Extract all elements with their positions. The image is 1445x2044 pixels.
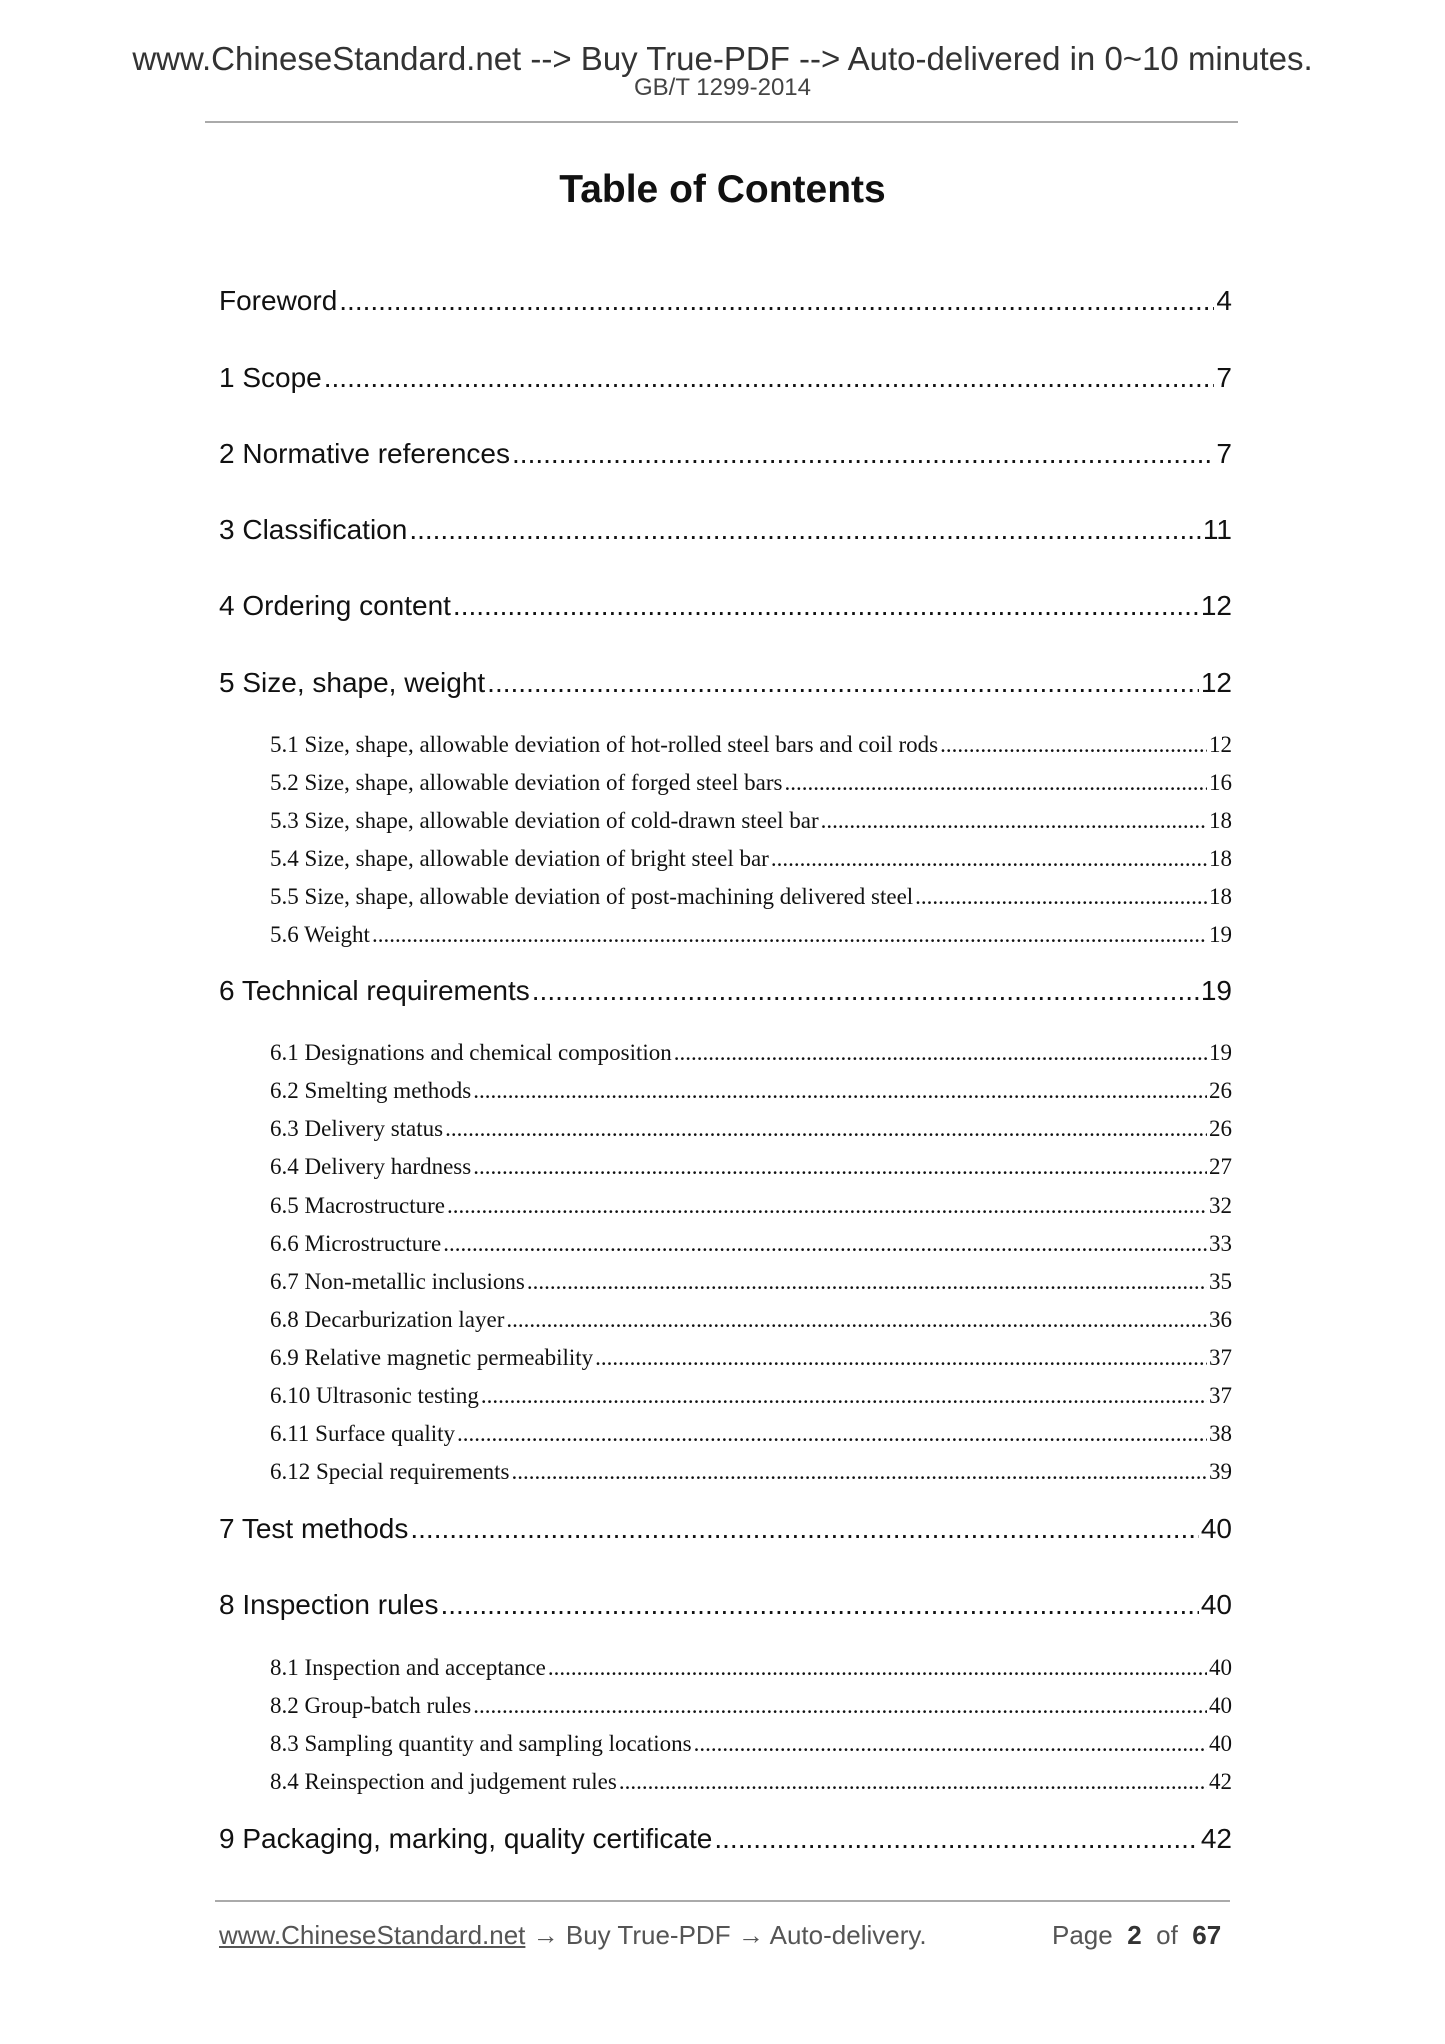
toc-subsection-entry[interactable] (270, 1731, 1232, 1761)
toc-subsection-entry[interactable] (270, 884, 1232, 914)
toc-entry-label: 5.3 Size, shape, allowable deviation of cold-drawn steel bar (270, 808, 819, 833)
toc-subsection-entry[interactable] (270, 1307, 1232, 1337)
dot-leader (771, 846, 1207, 872)
toc-entry-page: 37 (1209, 1383, 1232, 1408)
toc-entry-page: 18 (1209, 884, 1232, 909)
footer-delivery-text: Auto-delivery. (769, 1920, 927, 1950)
toc-entry-page: 19 (1209, 1040, 1232, 1065)
toc-entry-label: 8.4 Reinspection and judgement rules (270, 1769, 617, 1794)
toc-subsection-entry[interactable] (270, 1655, 1232, 1685)
toc-entry-page: 40 (1200, 1513, 1232, 1544)
toc-entry-page: 26 (1209, 1116, 1232, 1141)
toc-entry-page: 40 (1209, 1693, 1232, 1718)
toc-section-entry[interactable] (219, 975, 1232, 1015)
toc-entry-label: 6.5 Macrostructure (270, 1193, 445, 1218)
toc-entry-page: 4 (1216, 285, 1232, 316)
toc-entry-label: 6 Technical requirements (219, 975, 530, 1006)
toc-entry-page: 42 (1209, 1769, 1232, 1794)
page-title: Table of Contents (559, 168, 886, 211)
arrow-icon: → (737, 1920, 764, 1950)
toc-section-entry[interactable] (219, 590, 1232, 630)
toc-subsection-entry[interactable] (270, 922, 1232, 952)
toc-entry-label: 6.1 Designations and chemical composition (270, 1040, 672, 1065)
toc-entry-page: 26 (1209, 1078, 1232, 1103)
toc-entry-label: 3 Classification (219, 514, 408, 545)
toc-subsection-entry[interactable] (270, 808, 1232, 838)
document-code: GB/T 1299-2014 (633, 74, 811, 101)
dot-leader (506, 1307, 1207, 1333)
toc-entry-label: 5.4 Size, shape, allowable deviation of bright steel bar (270, 846, 769, 871)
toc-entry-page: 40 (1200, 1589, 1232, 1620)
header-divider (205, 121, 1238, 123)
toc-entry-page: 38 (1209, 1421, 1232, 1446)
footer-buy-text: Buy True-PDF (565, 1920, 731, 1950)
current-page-number: 2 (1127, 1920, 1142, 1950)
toc-subsection-entry[interactable] (270, 1345, 1232, 1375)
toc-entry-page: 7 (1216, 362, 1232, 393)
toc-subsection-entry[interactable] (270, 846, 1232, 876)
toc-subsection-entry[interactable] (270, 1078, 1232, 1108)
toc-entry-page: 7 (1216, 438, 1232, 469)
toc-subsection-entry[interactable] (270, 1193, 1232, 1223)
toc-entry-label: 6.12 Special requirements (270, 1459, 510, 1484)
dot-leader (473, 1693, 1207, 1719)
dot-leader (447, 1193, 1207, 1219)
toc-subsection-entry[interactable] (270, 1116, 1232, 1146)
header-banner: www.ChineseStandard.net --> Buy True-PDF --> Auto-delivered in 0~10 minutes. (132, 40, 1313, 77)
toc-entry-page: 36 (1209, 1307, 1232, 1332)
toc-subsection-entry[interactable] (270, 1769, 1232, 1799)
dot-leader (674, 1040, 1207, 1066)
page-word: Page (1052, 1920, 1113, 1950)
dot-leader (473, 1154, 1207, 1180)
toc-entry-page: 40 (1209, 1731, 1232, 1756)
toc-entry-page: 18 (1209, 808, 1232, 833)
toc-subsection-entry[interactable] (270, 1154, 1232, 1184)
toc-entry-label: 9 Packaging, marking, quality certificate (219, 1823, 713, 1854)
dot-leader (487, 667, 1199, 699)
toc-section-entry[interactable] (219, 1589, 1232, 1629)
toc-section-entry[interactable] (219, 438, 1232, 478)
dot-leader (619, 1769, 1207, 1795)
footer-site-link[interactable]: www.ChineseStandard.net (219, 1920, 526, 1950)
dot-leader (595, 1345, 1207, 1371)
toc-entry-page: 39 (1209, 1459, 1232, 1484)
arrow-icon: → (532, 1920, 559, 1950)
dot-leader (512, 1459, 1207, 1485)
toc-entry-page: 12 (1209, 732, 1232, 757)
toc-entry-label: 6.6 Microstructure (270, 1231, 442, 1256)
dot-leader (481, 1383, 1207, 1409)
dot-leader (473, 1078, 1207, 1104)
toc-entry-label: 5.1 Size, shape, allowable deviation of hot-rolled steel bars and coil rods (270, 732, 939, 757)
toc-entry-label: 8 Inspection rules (219, 1589, 439, 1620)
toc-entry-label: 2 Normative references (219, 438, 511, 469)
toc-entry-label: 6.4 Delivery hardness (270, 1154, 472, 1179)
of-word: of (1156, 1920, 1178, 1950)
dot-leader (453, 590, 1199, 622)
toc-entry-page: 42 (1200, 1823, 1232, 1854)
toc-entry-label: 6.10 Ultrasonic testing (270, 1383, 479, 1408)
dot-leader (457, 1421, 1207, 1447)
toc-section-entry[interactable] (219, 285, 1232, 325)
dot-leader (512, 438, 1214, 470)
dot-leader (440, 1589, 1198, 1621)
toc-entry-page: 12 (1200, 590, 1232, 621)
toc-subsection-entry[interactable] (270, 1421, 1232, 1451)
dot-leader (940, 732, 1207, 758)
toc-section-entry[interactable] (219, 514, 1232, 554)
toc-entry-label: 5.2 Size, shape, allowable deviation of forged steel bars (270, 770, 783, 795)
toc-entry-label: 6.8 Decarburization layer (270, 1307, 505, 1332)
toc-entry-label: Foreword (219, 285, 338, 316)
dot-leader (372, 922, 1207, 948)
toc-entry-label: 6.11 Surface quality (270, 1421, 456, 1446)
toc-entry-label: 5 Size, shape, weight (219, 667, 486, 698)
dot-leader (694, 1731, 1207, 1757)
toc-entry-label: 6.9 Relative magnetic permeability (270, 1345, 594, 1370)
dot-leader (324, 362, 1215, 394)
toc-section-entry[interactable] (219, 362, 1232, 402)
dot-leader (409, 514, 1201, 546)
toc-entry-label: 8.2 Group-batch rules (270, 1693, 472, 1718)
dot-leader (784, 770, 1207, 796)
dot-leader (527, 1269, 1207, 1295)
toc-subsection-entry[interactable] (270, 1040, 1232, 1070)
dot-leader (915, 884, 1207, 910)
page-indicator (1052, 1920, 1221, 1951)
dot-leader (714, 1823, 1198, 1855)
toc-entry-label: 5.5 Size, shape, allowable deviation of post-machining delivered steel (270, 884, 914, 909)
toc-entry-page: 35 (1209, 1269, 1232, 1294)
toc-section-entry[interactable] (219, 1823, 1232, 1863)
toc-subsection-entry[interactable] (270, 1383, 1232, 1413)
toc-entry-label: 7 Test methods (219, 1513, 409, 1544)
toc-entry-page: 18 (1209, 846, 1232, 871)
toc-entry-label: 6.3 Delivery status (270, 1116, 444, 1141)
dot-leader (548, 1655, 1207, 1681)
toc-entry-label: 4 Ordering content (219, 590, 451, 621)
toc-entry-page: 19 (1200, 975, 1232, 1006)
toc-subsection-entry[interactable] (270, 1693, 1232, 1723)
toc-entry-label: 6.2 Smelting methods (270, 1078, 472, 1103)
toc-entry-label: 6.7 Non-metallic inclusions (270, 1269, 525, 1294)
toc-subsection-entry[interactable] (270, 1269, 1232, 1299)
toc-subsection-entry[interactable] (270, 1459, 1232, 1489)
toc-entry-label: 1 Scope (219, 362, 322, 393)
dot-leader (339, 285, 1214, 317)
toc-entry-page: 19 (1209, 922, 1232, 947)
toc-entry-page: 37 (1209, 1345, 1232, 1370)
toc-entry-label: 8.3 Sampling quantity and sampling locations (270, 1731, 692, 1756)
toc-entry-label: 5.6 Weight (270, 922, 370, 947)
toc-section-entry[interactable] (219, 1513, 1232, 1553)
toc-entry-page: 12 (1200, 667, 1232, 698)
dot-leader (443, 1231, 1207, 1257)
dot-leader (410, 1513, 1198, 1545)
footer-divider (215, 1900, 1230, 1902)
toc-entry-label: 8.1 Inspection and acceptance (270, 1655, 546, 1680)
toc-entry-page: 33 (1209, 1231, 1232, 1256)
dot-leader (821, 808, 1207, 834)
toc-entry-page: 16 (1209, 770, 1232, 795)
toc-entry-page: 32 (1209, 1193, 1232, 1218)
toc-section-entry[interactable] (219, 667, 1232, 707)
toc-entry-page: 27 (1209, 1154, 1232, 1179)
toc-entry-page: 40 (1209, 1655, 1232, 1680)
toc-entry-page: 11 (1202, 514, 1232, 545)
total-page-count: 67 (1192, 1920, 1222, 1950)
footer-promo (219, 1920, 927, 1951)
toc-subsection-entry[interactable] (270, 1231, 1232, 1261)
toc-subsection-entry[interactable] (270, 732, 1232, 762)
toc-subsection-entry[interactable] (270, 770, 1232, 800)
dot-leader (532, 975, 1199, 1007)
dot-leader (445, 1116, 1207, 1142)
